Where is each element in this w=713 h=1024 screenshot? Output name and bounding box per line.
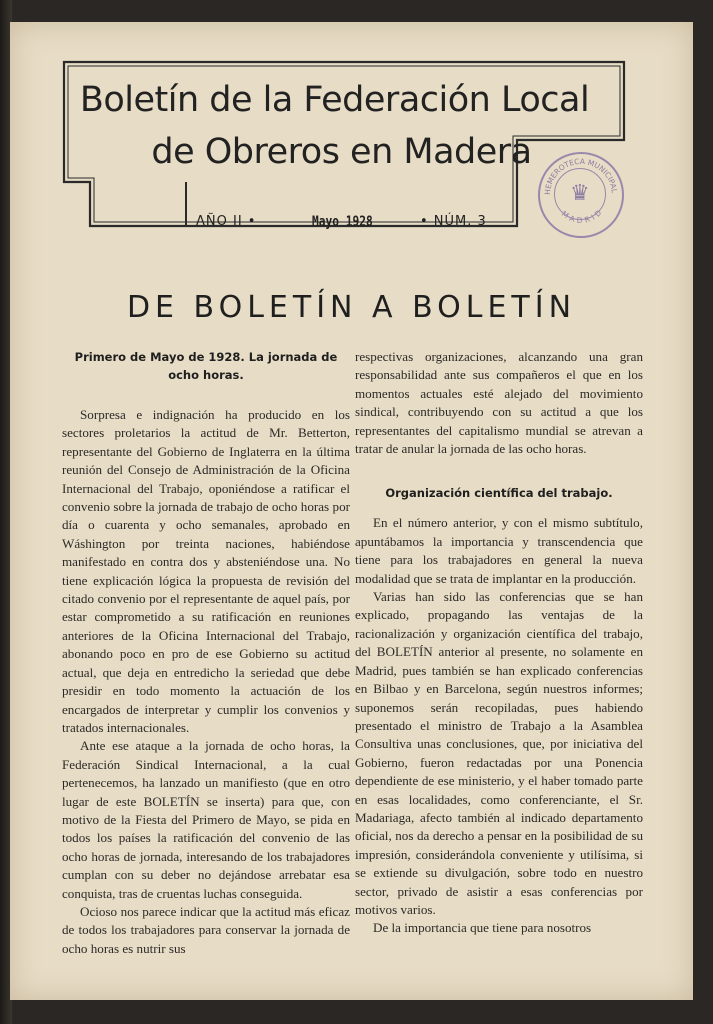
stamp-text-top: HEMEROTECA MUNICIPAL (542, 156, 619, 196)
issue-year: AÑO II • (196, 214, 257, 229)
right-column (355, 348, 643, 938)
crown-icon: ♛ (570, 181, 590, 206)
issue-number: • NÚM. 3 (420, 214, 487, 229)
right-section-title: Organización científica del trabajo. (385, 486, 613, 501)
left-column (62, 348, 350, 958)
masthead-title-line2: de Obreros en Madera (151, 132, 532, 172)
left-paragraph: Ante ese ataque a la jornada de ocho horas, la Federación Sindical Internacional, a la cual pertenecemos, ha lanzado un manifiesto (que en otro lugar de este BOLETÍN se inserta) para que, con motivo de la Fiesta del Primero de Mayo, se pida en todos los países la ratificación del convenio de las ocho horas de jornada, interesando de los trabajadores cumplan con su deber no dejándose arrebatar esa conquista, tras de cruentas luchas conseguida. (62, 738, 350, 901)
left-paragraph: Sorpresa e indignación ha producido en los sectores proletarios la actitud de Mr. Betterton, representante del Gobierno de Inglaterra en la última reunión del Consejo de Administración de la Oficina Internacional del Trabajo, oponiéndose a ratificar el convenio sobre la jornada de trabajo de ocho horas por día o cuarenta y ocho semanales, aprobado en Wáshington por treinta naciones, habiéndose manifestado en contra dos y absteniéndose una. No tiene explicación lógica la propuesta de revisión del citado convenio por el representante de aquel país, por estar comprometido a su ratificación en reuniones anteriores de la Oficina Internacional del Trabajo, abonando poco en pro de ese Gobierno su actitud actual, que deja en entredicho la seriedad que debe presidir en todo momento la actuación de los encargados de interpretar y cumplir los convenios y tratados internacionales. (62, 407, 350, 735)
library-stamp (538, 152, 624, 238)
right-paragraph: En el número anterior, y con el mismo subtítulo, apuntábamos la importancia y transcendencia que tiene para los trabajadores en general la nueva modalidad que se trata de implantar en la producción. (355, 515, 643, 586)
left-section-title: Primero de Mayo de 1928. La jornada de ocho horas. (74, 350, 338, 382)
right-paragraph: De la importancia que tiene para nosotros (373, 920, 592, 936)
left-paragraph: Ocioso nos parece indicar que la actitud más eficaz de todos los trabajadores para conservar la jornada de ocho horas es nutrir sus (62, 903, 350, 956)
stamp-text-bottom: MADRID (559, 206, 606, 225)
masthead-title-line1: Boletín de la Federación Local (79, 80, 590, 120)
issue-date: Mayo 1928 (312, 214, 373, 230)
document-page (10, 22, 693, 1000)
right-paragraph: Varias han sido las conferencias que se han explicado, propagando las ventajas de la racionalización y organización científica del trabajo, del BOLETÍN anterior al presente, no solamente en Madrid, pues también se han explicado conferencias en Bilbao y en Barcelona, según nuestros informes; suponemos serán recopiladas, pues habiendo presentado el ministro de Trabajo a la Asamblea Consultiva unas conclusiones, que, por iniciativa del Gobierno, fueron redactadas por una Ponencia dependiente de ese ministerio, y el haber tomado parte en esas localidades, como conferenciante, el Sr. Madariaga, afecto también al indicado departamento oficial, nos da derecho a pensar en la posibilidad de su impresión, considerándola conveniente y utilísima, si se extiende su divulgación, sobre todo en nuestro sector, privado de asistir a esas conferencias por motivos varios. (355, 589, 643, 917)
right-intro-paragraph: respectivas organizaciones, alcanzando una gran responsabilidad ante sus compañeros el que en los momentos actuales esté alejado del movimiento sindical, contribuyendo con su actitud a que los representantes del capitalismo mundial se atrevan a tratar de anular la jornada de las ocho horas. (355, 349, 643, 457)
headline: DE BOLETÍN A BOLETÍN (126, 290, 577, 325)
